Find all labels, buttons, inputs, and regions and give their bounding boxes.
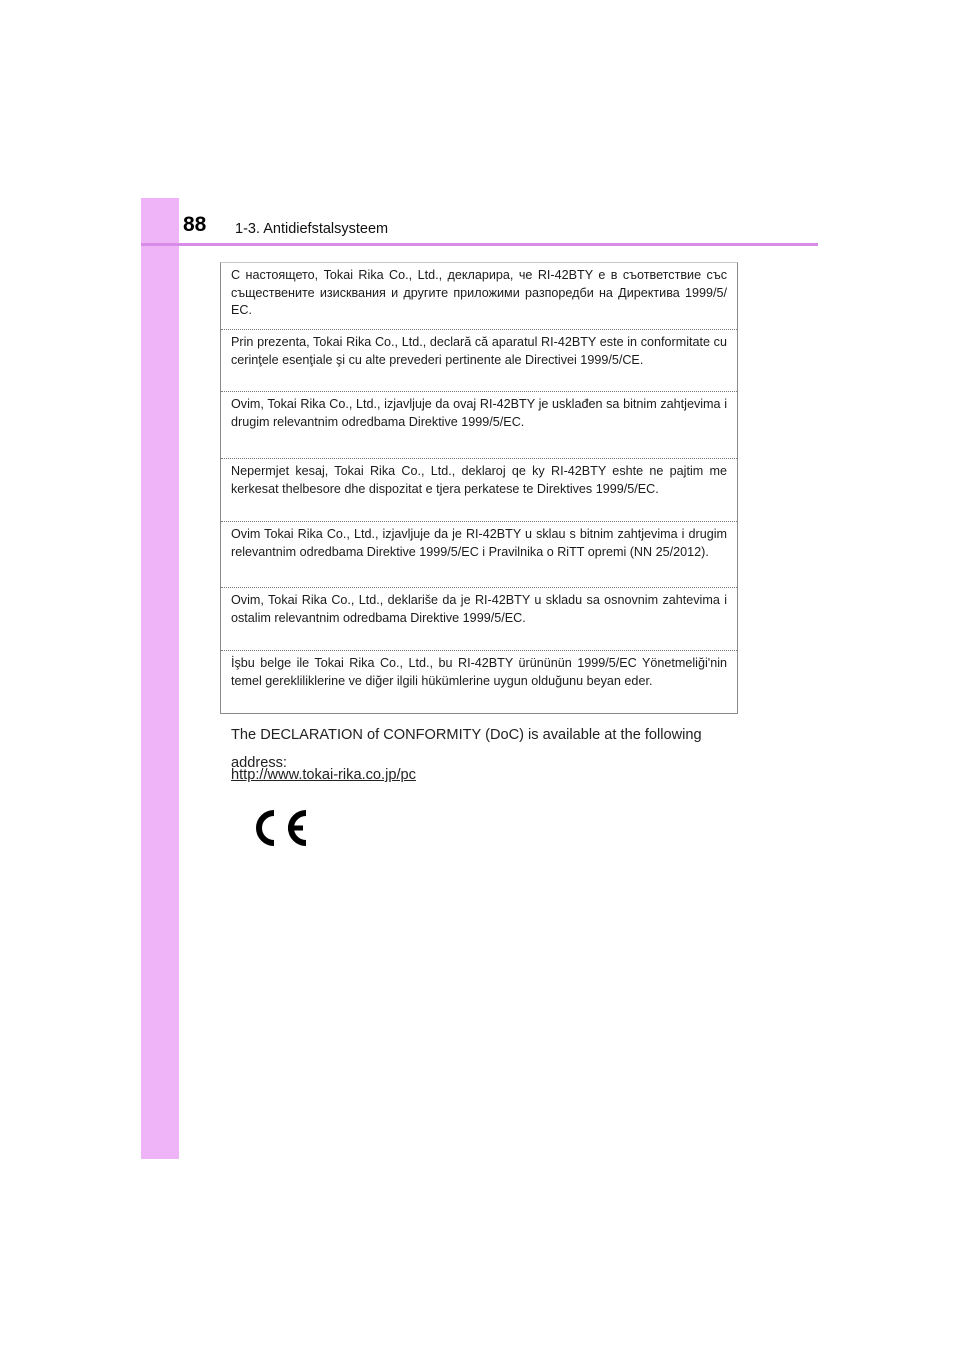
declaration-serbian: Ovim, Tokai Rika Co., Ltd., deklariše da je RI-42BTY u skladu sa osnovnim zahtevima i ostalim relevantnim odredbama Direktive 1999/5/EC.	[221, 587, 737, 650]
declaration-bulgarian: С настоящето, Tokai Rika Co., Ltd., декларира, че RI-42BTY е в съответствие със съществените изисквания и другите приложими разпоредби на Директива 1999/5/ЕС.	[231, 268, 727, 318]
declaration-croatian: Ovim Tokai Rika Co., Ltd., izjavljuje da je RI-42BTY u sklau s bitnim zahtjevima i drugim relevantnim odredbama Direktive 1999/5/EC i Pravilnika o RiTT opremi (NN 25/2012).	[221, 521, 737, 587]
declaration-turkish: İşbu belge ile Tokai Rika Co., Ltd., bu RI-42BTY ürününün 1999/5/EC Yönetmeliği'nin temel gerekliliklerine ve diğer ilgili hükümlerine uygun olduğunu beyan eder.	[221, 650, 737, 714]
declaration-romanian: Prin prezenta, Tokai Rika Co., Ltd., declară că aparatul RI-42BTY este in conformitate cu cerinţele esenţiale şi cu alte prevederi pertinente ale Directivei 1999/5/CE.	[221, 329, 737, 391]
ce-mark-icon	[250, 807, 312, 849]
page-number: 88	[183, 213, 207, 236]
declaration-bosnian: Ovim, Tokai Rika Co., Ltd., izjavljuje da ovaj RI-42BTY je usklađen sa bitnim zahtjevima i drugim relevantnim odredbama Direktive 1999/5/EC.	[221, 391, 737, 458]
declaration-albanian: Nepermjet kesaj, Tokai Rika Co., Ltd., deklaroj qe ky RI-42BTY eshte ne pajtim me kerkesat thelbesore dhe dispozitat e tjera perkatese te Direktives 1999/5/EC.	[221, 458, 737, 521]
doc-link[interactable]: http://www.tokai-rika.co.jp/pc	[231, 767, 416, 783]
side-tab-strip	[141, 198, 179, 1159]
header-divider	[141, 243, 818, 246]
declaration-table	[220, 262, 738, 714]
section-title: 1-3. Antidiefstalsysteem	[235, 221, 389, 237]
doc-availability-text: The DECLARATION of CONFORMITY (DoC) is available at the following address:	[231, 727, 702, 771]
